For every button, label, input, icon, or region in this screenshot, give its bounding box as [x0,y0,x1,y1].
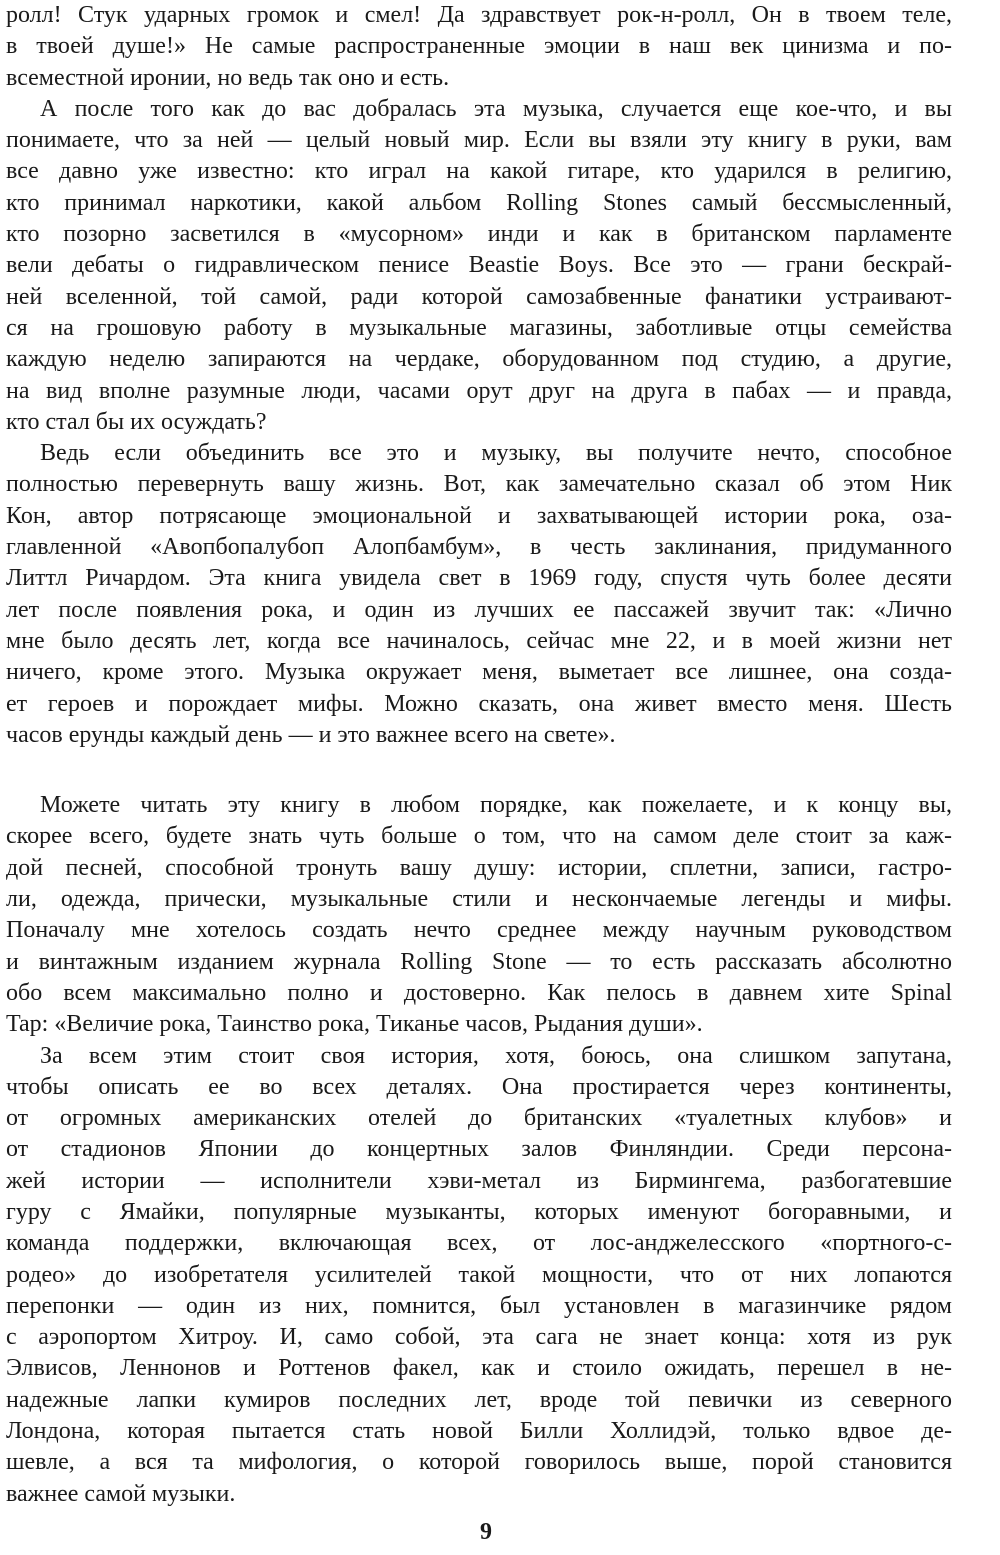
text-line: надежные лапки кумиров последних лет, вроде той певички из северного [6,1386,952,1413]
text-line: За всем этим стоит своя история, хотя, боюсь, она слишком запутана, [40,1042,952,1069]
text-line: все давно уже известно: кто играл на какой гитаре, кто ударился в религию, [6,158,952,185]
text-line: кто принимал наркотики, какой альбом Rolling Stones самый бессмысленный, [6,189,952,216]
text-line: и винтажным изданием журнала Rolling Stone — то есть рассказать абсолютно [6,948,952,975]
text-line: Лондона, которая пытается стать новой Билли Холлидэй, только вдвое де- [6,1418,952,1445]
text-line: Элвисов, Леннонов и Роттенов факел, как и стоило ожидать, перешел в не- [6,1355,952,1382]
section-break [6,751,952,790]
text-line: главленной «Авопбопалубоп Алопбамбум», в честь заклинания, придуманного [6,534,952,561]
text-line: дой песней, способной тронуть вашу душу: истории, сплетни, записи, гастро- [6,854,952,881]
text-line: Поначалу мне хотелось создать нечто среднее между научным руководством [6,917,952,944]
page-body [6,0,952,1510]
paragraph [6,790,952,1040]
text-line: понимаете, что за ней — целый новый мир. Если вы взяли эту книгу в руки, вам [6,127,952,154]
text-line: в твоей душе!» Не самые распространенные эмоции в наш век цинизма и по- [6,33,952,60]
text-line: Ведь если объединить все это и музыку, вы получите нечто, способное [40,440,952,467]
text-line: часов ерунды каждый день — и это важнее всего на свете». [6,721,616,748]
text-line: Литтл Ричардом. Эта книга увидела свет в 1969 году, спустя чуть более десяти [6,565,952,592]
text-line: жей истории — исполнители хэви-метал из Бирмингема, разбогатевшие [6,1167,952,1194]
text-line: ет героев и порождает мифы. Можно сказать, она живет вместо меня. Шесть [6,690,952,717]
text-line: родео» до изобретателя усилителей такой мощности, что от них лопаются [6,1261,952,1288]
text-line: лет после появления рока, и один из лучших ее пассажей звучит так: «Лично [6,596,952,623]
paragraph [6,1041,952,1510]
text-line: кто позорно засветился в «мусорном» инди и как в британском парламенте [6,221,952,248]
text-line: шевле, а вся та мифология, о которой говорилось выше, порой становится [6,1449,952,1476]
text-line: мне было десять лет, когда все начиналось, сейчас мне 22, и в моей жизни нет [6,627,952,654]
text-line: ся на грошовую работу в музыкальные магазины, заботливые отцы семейства [6,314,952,341]
text-line: обо всем максимально полно и достоверно. Как пелось в давнем хите Spinal [6,979,952,1006]
text-line: от стадионов Японии до концертных залов Финляндии. Среди персона- [6,1136,952,1163]
text-line: Можете читать эту книгу в любом порядке, как пожелаете, и к концу вы, [40,792,952,819]
text-line: важнее самой музыки. [6,1480,236,1507]
text-line: перепонки — один из них, помнится, был установлен в магазинчике рядом [6,1292,952,1319]
paragraph [6,94,952,438]
text-line: ролл! Стук ударных громок и смел! Да здравствует рок-н-ролл, Он в твоем теле, [6,2,952,28]
text-line: вели дебаты о гидравлическом пенисе Beastie Boys. Все это — грани бескрай- [6,252,952,279]
text-line: всеместной иронии, но ведь так оно и есть. [6,64,450,91]
text-line: кто стал бы их осуждать? [6,408,267,435]
text-line: полностью перевернуть вашу жизнь. Вот, как замечательно сказал об этом Ник [6,471,952,498]
text-line: с аэропортом Хитроу. И, само собой, эта сага не знает конца: хотя из рук [6,1324,952,1351]
text-line: Кон, автор потрясающе эмоциональной и захватывающей истории рока, оза- [6,502,952,529]
paragraph [6,0,952,94]
text-line: каждую неделю запираются на чердаке, оборудованном под студию, а другие, [6,346,952,373]
text-line: ничего, кроме этого. Музыка окружает меня, выметает все лишнее, она созда- [6,659,952,686]
page-number: 9 [480,1519,492,1545]
text-line: команда поддержки, включающая всех, от лос-анджелесского «портного-с- [6,1230,952,1257]
text-line: на вид вполне разумные люди, часами орут друг на друга в пабах — и правда, [6,377,952,404]
text-line: ли, одежда, прически, музыкальные стили и нескончаемые легенды и мифы. [6,886,952,913]
text-line: Tap: «Величие рока, Таинство рока, Тиканье часов, Рыдания души». [6,1011,703,1038]
text-line: от огромных американских отелей до британских «туалетных клубов» и [6,1105,952,1132]
text-line: чтобы описать ее во всех деталях. Она простирается через континенты, [6,1073,952,1100]
text-line: А после того как до вас добралась эта музыка, случается еще кое-что, и вы [40,95,952,122]
paragraph [6,438,952,751]
text-line: гуру с Ямайки, популярные музыканты, которых именуют богоравными, и [6,1198,952,1225]
text-line: ней вселенной, той самой, ради которой самозабвенные фанатики устраивают- [6,283,952,310]
text-line: скорее всего, будете знать чуть больше о том, что на самом деле стоит за каж- [6,823,952,850]
